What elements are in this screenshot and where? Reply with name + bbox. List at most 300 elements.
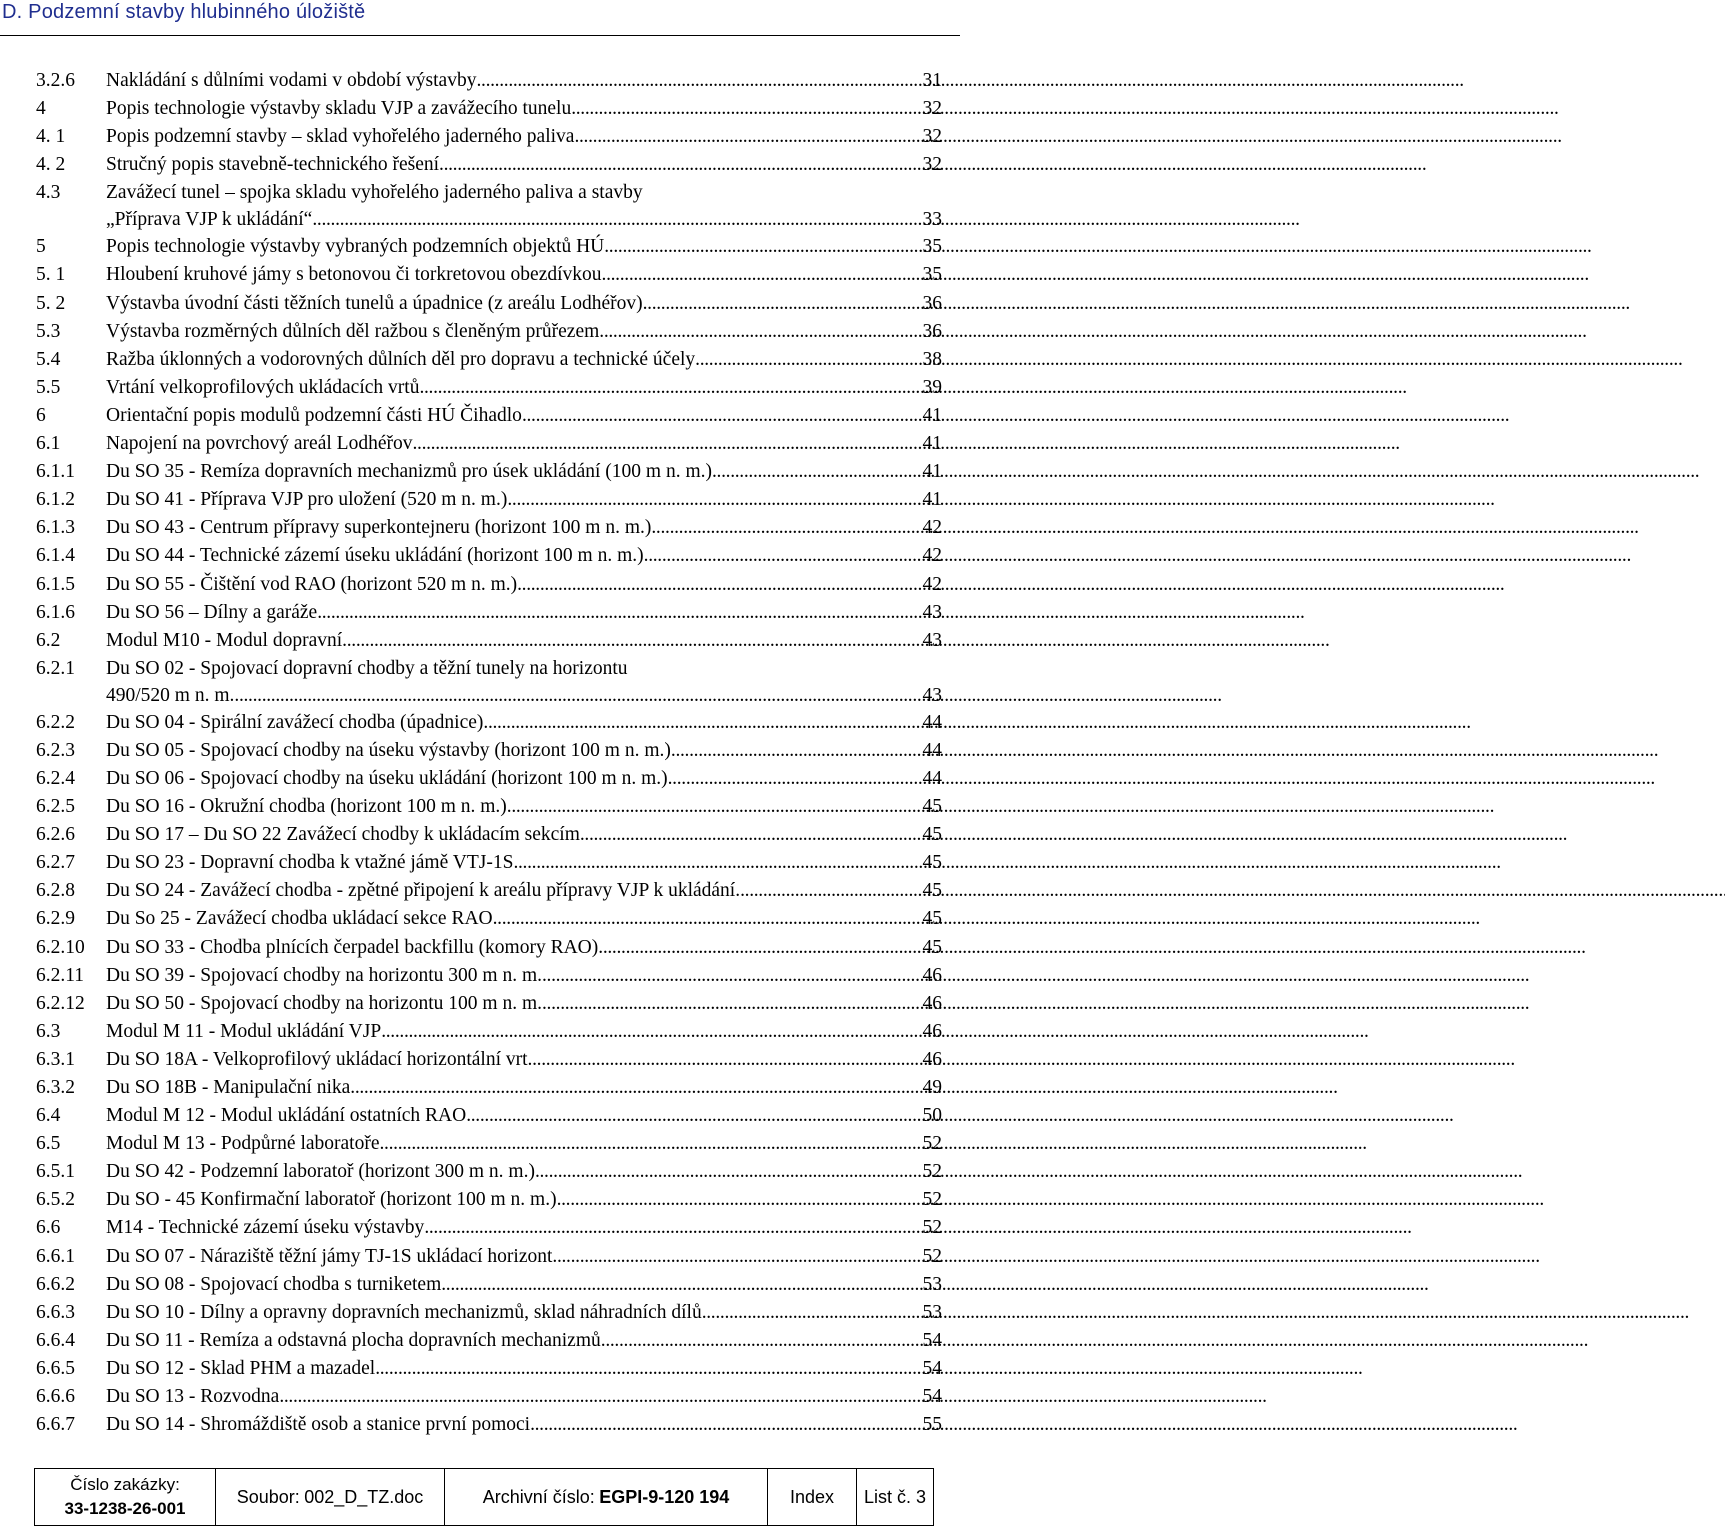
toc-entry-line: [106, 712, 942, 734]
toc-entry-number: 5.4: [36, 348, 61, 370]
toc-leader-dots: [604, 236, 920, 258]
toc-leader-dots: [380, 1133, 921, 1155]
toc-entry-line: [106, 1077, 942, 1099]
toc-entry-number: 5.5: [36, 376, 61, 398]
toc-entry-page: 35: [922, 264, 942, 286]
toc-leader-dots: [342, 630, 920, 652]
toc-entry-page: 43: [922, 601, 942, 623]
toc-entry-page: 44: [922, 767, 942, 789]
toc-entry[interactable]: [36, 1302, 942, 1330]
toc-entry-number: 6.1.5: [36, 573, 75, 595]
toc-entry-page: 41: [922, 489, 942, 511]
toc-entry-title: Orientační popis modulů podzemní části HÚ Čihadlo: [106, 404, 522, 426]
toc-entry-title: Du SO 23 - Dopravní chodba k vtažné jámě VTJ-1S: [106, 852, 514, 874]
toc-entry-title: Du SO 56 – Dílny a garáže: [106, 601, 318, 623]
toc-leader-dots: [350, 1077, 920, 1099]
toc-entry-line: [106, 209, 942, 231]
toc-entry-title: Modul M 11 - Modul ukládání VJP: [106, 1020, 382, 1042]
toc-entry-line: [106, 321, 942, 343]
toc-entry-number: 6.3: [36, 1020, 61, 1042]
page-header: [0, 0, 960, 36]
toc-entry-title: Du SO 43 - Centrum přípravy superkontejneru (horizont 100 m n. m.): [106, 517, 652, 539]
toc-entry-number: 6.4: [36, 1105, 61, 1127]
toc-entry-page: 32: [922, 126, 942, 148]
toc-entry-line: [106, 908, 942, 930]
toc-entry-page: 54: [922, 1357, 942, 1379]
toc-leader-dots: [424, 1217, 920, 1239]
toc-entry-line: [106, 880, 942, 902]
toc-entry-number: 6.6.1: [36, 1245, 75, 1267]
toc-entry-page: 46: [922, 964, 942, 986]
toc-leader-dots: [702, 1302, 921, 1324]
toc-entry[interactable]: [36, 489, 942, 517]
toc-entry[interactable]: [36, 880, 942, 908]
toc-entry-title: Nakládání s důlními vodami v období výstavby: [106, 70, 477, 91]
order-number-value: 33-1238-26-001: [64, 1499, 186, 1518]
toc-leader-dots: [712, 461, 921, 483]
toc-leader-dots: [522, 405, 921, 427]
toc-entry-line: [106, 993, 942, 1015]
toc-entry-page: 45: [922, 852, 942, 874]
toc-entry[interactable]: [36, 574, 942, 602]
toc-entry-number: 6.6.4: [36, 1329, 75, 1351]
toc-entry[interactable]: [36, 1133, 942, 1161]
toc-entry-number: 6.2.11: [36, 964, 85, 986]
toc-entry[interactable]: [36, 264, 942, 292]
toc-entry-line: [106, 349, 942, 371]
toc-entry-line: [106, 1021, 942, 1043]
toc-entry-title: Výstavba rozměrných důlních děl ražbou s členěným průřezem: [106, 320, 600, 342]
toc-entry-number: 6.3.1: [36, 1048, 75, 1070]
file-value: 002_D_TZ.doc: [304, 1486, 424, 1507]
toc-entry-page: 54: [922, 1386, 942, 1408]
toc-entry-page: 42: [922, 545, 942, 567]
toc-leader-dots: [234, 685, 920, 707]
toc-leader-dots: [602, 264, 921, 286]
toc-entry-number: 5. 2: [36, 292, 66, 314]
toc-entry-page: 45: [922, 936, 942, 958]
toc-entry-title: Du SO 14 - Shromáždiště osob a stanice první pomoci: [106, 1414, 531, 1436]
toc-entry-page: 38: [922, 348, 942, 370]
toc-entry-page: 45: [922, 908, 942, 930]
toc-leader-dots: [574, 126, 920, 148]
toc-entry-title: Napojení na povrchový areál Lodhéřov: [106, 433, 413, 455]
toc-entry[interactable]: [36, 1358, 942, 1386]
toc-leader-dots: [375, 1358, 920, 1380]
toc-entry[interactable]: [36, 768, 942, 796]
toc-entry-page: 44: [922, 739, 942, 761]
order-number-cell: [35, 1469, 216, 1525]
toc-entry[interactable]: [36, 602, 942, 630]
toc-entry-title: Modul M 12 - Modul ukládání ostatních RAO: [106, 1105, 467, 1127]
toc-entry-title: Vrtání velkoprofilových ukládacích vrtů: [106, 376, 420, 398]
toc-entry-line: [106, 1105, 942, 1127]
toc-entry[interactable]: [36, 1105, 942, 1133]
toc-entry-page: 36: [922, 292, 942, 314]
toc-entry-page: 52: [922, 1161, 942, 1183]
toc-entry-title: Popis technologie výstavby skladu VJP a zavážecího tunelu: [106, 98, 572, 120]
toc-entry-page: 53: [922, 1301, 942, 1323]
toc-entry[interactable]: [36, 1161, 942, 1189]
toc-entry-line: [106, 545, 942, 567]
toc-entry[interactable]: [36, 545, 942, 573]
toc-leader-dots: [580, 824, 921, 846]
toc-entry[interactable]: [36, 1414, 942, 1442]
toc-leader-dots: [598, 937, 920, 959]
toc-entry-line: [106, 1386, 942, 1408]
toc-leader-dots: [412, 433, 920, 455]
toc-entry-number: 6.1.3: [36, 517, 75, 539]
toc-entry[interactable]: [36, 126, 942, 154]
toc-entry[interactable]: [36, 1021, 942, 1049]
toc-entry-line: [106, 965, 942, 987]
toc-leader-dots: [542, 993, 921, 1015]
table-of-contents: [36, 70, 942, 1442]
toc-leader-dots: [542, 965, 921, 987]
toc-entry-number: 6.6: [36, 1217, 61, 1239]
toc-entry-page: 43: [922, 684, 942, 706]
toc-leader-dots: [535, 1161, 921, 1183]
toc-entry-title: Du SO 17 – Du SO 22 Zavážecí chodby k ukládacím sekcím: [106, 824, 580, 846]
toc-leader-dots: [552, 1246, 920, 1268]
toc-entry-line: [106, 1274, 942, 1296]
toc-leader-dots: [557, 1189, 921, 1211]
toc-entry-title: Du SO 18B - Manipulační nika: [106, 1077, 351, 1098]
toc-entry-line: [106, 937, 942, 959]
file-label: Soubor:: [236, 1486, 300, 1507]
toc-entry-page: 42: [922, 573, 942, 595]
toc-entry[interactable]: [36, 937, 942, 965]
toc-entry[interactable]: [36, 630, 942, 658]
toc-entry[interactable]: [36, 796, 942, 824]
toc-entry-line: [106, 602, 942, 624]
toc-entry[interactable]: [36, 993, 942, 1021]
toc-entry-page: 52: [922, 1245, 942, 1267]
toc-entry-line: [106, 740, 942, 762]
toc-entry-title: Výstavba úvodní části těžních tunelů a úpadnice (z areálu Lodhéřov): [106, 292, 643, 314]
toc-entry[interactable]: [36, 740, 942, 768]
toc-entry[interactable]: [36, 1274, 942, 1302]
toc-entry-page: 39: [922, 376, 942, 398]
toc-entry-page: 53: [922, 1273, 942, 1295]
toc-entry-line: [106, 1217, 942, 1239]
toc-leader-dots: [651, 517, 920, 539]
toc-entry[interactable]: [36, 908, 942, 936]
toc-entry-number: 6.2.10: [36, 936, 85, 958]
index-label: Index: [789, 1486, 835, 1507]
toc-entry-title: Du SO 35 - Remíza dopravních mechanizmů pro úsek ukládání (100 m n. m.): [106, 461, 712, 483]
toc-entry-number: 5.3: [36, 320, 61, 342]
toc-entry[interactable]: [36, 1077, 942, 1105]
toc-leader-dots: [668, 768, 921, 790]
toc-entry-number: 5: [36, 236, 46, 258]
toc-entry-page: 45: [922, 824, 942, 846]
toc-entry-number: 4. 1: [36, 126, 66, 148]
toc-entry-number: 6.5.1: [36, 1161, 75, 1183]
toc-entry-title-line1: Zavážecí tunel – spojka skladu vyhořelého jaderného paliva a stavby: [106, 182, 643, 204]
toc-entry-line: [106, 1414, 942, 1436]
toc-entry-page: 45: [922, 880, 942, 902]
toc-entry[interactable]: [36, 377, 942, 405]
toc-entry-title: 490/520 m n. m.: [106, 684, 235, 706]
toc-entry-line: [106, 1133, 942, 1155]
toc-entry-line: [106, 126, 942, 148]
toc-entry-title: Du SO 24 - Zavážecí chodba - zpětné připojení k areálu přípravy VJP k ukládání.: [106, 880, 741, 902]
toc-entry-number: 6.2.6: [36, 824, 75, 846]
toc-entry-title: Popis podzemní stavby – sklad vyhořelého jaderného paliva: [106, 126, 575, 148]
toc-entry-number: 4.3: [36, 182, 61, 204]
toc-entry-number: 5. 1: [36, 264, 66, 286]
toc-leader-dots: [601, 1330, 921, 1352]
toc-leader-dots: [644, 545, 921, 567]
toc-entry-line: [106, 1189, 942, 1211]
toc-entry-number: 6.2.9: [36, 908, 75, 930]
toc-entry-line: [106, 574, 942, 596]
toc-entry-line: [106, 1246, 942, 1268]
toc-leader-dots: [476, 70, 920, 92]
toc-entry-page: 52: [922, 1133, 942, 1155]
toc-leader-dots: [466, 1105, 920, 1127]
toc-entry-title: Du SO 41 - Příprava VJP pro uložení (520 m n. m.): [106, 489, 508, 511]
toc-entry-number: 6.6.6: [36, 1386, 75, 1408]
toc-entry-title: Du SO 42 - Podzemní laboratoř (horizont 300 m n. m.): [106, 1161, 535, 1183]
toc-entry-title: Du SO 55 - Čištění vod RAO (horizont 520 m n. m.): [106, 573, 518, 595]
toc-entry[interactable]: [36, 236, 942, 264]
toc-entry-page: 52: [922, 1217, 942, 1239]
toc-entry-title: M14 - Technické zázemí úseku výstavby: [106, 1217, 425, 1239]
toc-entry-title-line1: Du SO 02 - Spojovací dopravní chodby a těžní tunely na horizontu: [106, 657, 628, 679]
toc-entry[interactable]: [36, 1330, 942, 1358]
toc-entry-title: Du SO 13 - Rozvodna: [106, 1386, 280, 1408]
toc-entry-line: [106, 293, 942, 315]
toc-leader-dots: [517, 574, 920, 596]
toc-entry-line: [106, 154, 942, 176]
toc-entry-number: 4. 2: [36, 154, 66, 176]
toc-entry-page: 41: [922, 404, 942, 426]
toc-leader-dots: [571, 98, 920, 120]
toc-entry-title: Modul M10 - Modul dopravní: [106, 629, 343, 651]
toc-entry-title: Du SO - 45 Konfirmační laboratoř (horizont 100 m n. m.): [106, 1189, 557, 1211]
toc-entry-page: 42: [922, 517, 942, 539]
toc-entry-title: Du SO 12 - Sklad PHM a mazadel: [106, 1357, 376, 1379]
toc-entry-number: 6.2.1: [36, 657, 75, 679]
index-cell: [768, 1469, 857, 1525]
toc-entry-page: 31: [922, 70, 942, 91]
toc-entry-title: Du SO 05 - Spojovací chodby na úseku výstavby (horizont 100 m n. m.): [106, 739, 671, 761]
toc-entry-number: 6.1: [36, 433, 61, 455]
toc-entry-line: [106, 517, 942, 539]
toc-entry[interactable]: [36, 1246, 942, 1274]
toc-entry-line: [106, 236, 942, 258]
toc-entry-line: [106, 461, 942, 483]
toc-entry-line: [106, 685, 942, 707]
toc-entry-title: Du SO 44 - Technické zázemí úseku ukládání (horizont 100 m n. m.): [106, 545, 644, 567]
toc-entry[interactable]: [36, 349, 942, 377]
toc-entry[interactable]: [36, 658, 942, 712]
toc-entry-page: 35: [922, 236, 942, 258]
toc-leader-dots: [381, 1021, 920, 1043]
toc-entry-title: Du SO 06 - Spojovací chodby na úseku ukládání (horizont 100 m n. m.): [106, 767, 668, 789]
toc-entry-number: 6.2.2: [36, 711, 75, 733]
toc-entry-line: [106, 1358, 942, 1380]
toc-entry-number: 6.2.5: [36, 796, 75, 818]
toc-entry-line: [106, 264, 942, 286]
toc-leader-dots: [643, 293, 921, 315]
toc-entry-title: Du SO 39 - Spojovací chodby na horizontu 300 m n. m.: [106, 964, 542, 986]
toc-entry[interactable]: [36, 293, 942, 321]
toc-entry-page: 44: [922, 711, 942, 733]
toc-entry[interactable]: [36, 1386, 942, 1414]
toc-entry-number: 6.6.7: [36, 1414, 75, 1436]
toc-leader-dots: [483, 712, 920, 734]
toc-entry-number: 6.6.5: [36, 1357, 75, 1379]
toc-entry-title: Ražba úklonných a vodorovných důlních děl pro dopravu a technické účely: [106, 348, 696, 370]
toc-entry-title: Du SO 16 - Okružní chodba (horizont 100 m n. m.): [106, 796, 507, 818]
toc-entry[interactable]: [36, 70, 942, 98]
toc-leader-dots: [671, 740, 921, 762]
toc-leader-dots: [599, 321, 920, 343]
toc-entry-page: 54: [922, 1329, 942, 1351]
toc-entry-title: Du SO 18A - Velkoprofilový ukládací horizontální vrt: [106, 1048, 528, 1070]
toc-entry-number: 3.2.6: [36, 70, 75, 91]
toc-entry-page: 55: [922, 1414, 942, 1436]
toc-entry-title: Du SO 50 - Spojovací chodby na horizontu 100 m n. m.: [106, 992, 542, 1014]
toc-leader-dots: [441, 1274, 920, 1296]
toc-entry-number: 6.5.2: [36, 1189, 75, 1211]
file-cell: [216, 1469, 445, 1525]
toc-entry-title: Du SO 04 - Spirální zavážecí chodba (úpadnice): [106, 711, 484, 733]
toc-entry-title: Popis technologie výstavby vybraných podzemních objektů HÚ: [106, 236, 605, 258]
toc-leader-dots: [507, 489, 920, 511]
sheet-cell: [857, 1469, 933, 1525]
toc-leader-dots: [507, 796, 921, 818]
toc-entry-title: Du SO 33 - Chodba plnících čerpadel backfillu (komory RAO): [106, 936, 599, 958]
toc-entry-page: 33: [922, 209, 942, 231]
toc-entry-line: [106, 1049, 942, 1071]
toc-entry[interactable]: [36, 433, 942, 461]
toc-entry-title: Hloubení kruhové jámy s betonovou či torkretovou obezdívkou: [106, 264, 602, 286]
toc-entry-number: 6.2.7: [36, 852, 75, 874]
toc-entry-title: „Příprava VJP k ukládání“: [106, 209, 313, 231]
toc-entry-number: 6.2.12: [36, 992, 85, 1014]
toc-entry[interactable]: [36, 1189, 942, 1217]
toc-entry-page: 46: [922, 992, 942, 1014]
toc-entry-page: 32: [922, 98, 942, 120]
toc-entry[interactable]: [36, 824, 942, 852]
toc-entry[interactable]: [36, 321, 942, 349]
toc-entry-line: [106, 377, 942, 399]
toc-entry-number: 6.6.2: [36, 1273, 75, 1295]
toc-entry-title: Du SO 11 - Remíza a odstavná plocha dopravních mechanizmů: [106, 1329, 601, 1351]
toc-entry[interactable]: [36, 517, 942, 545]
page-header-title: D. Podzemní stavby hlubinného úložiště: [2, 1, 366, 23]
toc-entry[interactable]: [36, 1217, 942, 1245]
toc-leader-dots: [530, 1414, 920, 1436]
toc-entry-number: 4: [36, 98, 46, 120]
toc-leader-dots: [513, 852, 920, 874]
toc-entry-line: [106, 70, 942, 92]
toc-entry-line: [106, 824, 942, 846]
toc-leader-dots: [493, 908, 921, 930]
toc-entry-page: 45: [922, 796, 942, 818]
toc-entry-title: Stručný popis stavebně-technického řešení: [106, 154, 440, 176]
toc-leader-dots: [695, 349, 920, 371]
footer-table: [34, 1468, 934, 1526]
toc-entry[interactable]: [36, 852, 942, 880]
toc-entry[interactable]: [36, 405, 942, 433]
toc-entry-title: Du SO 10 - Dílny a opravny dopravních mechanizmů, sklad náhradních dílů: [106, 1301, 702, 1323]
toc-entry[interactable]: [36, 98, 942, 126]
toc-entry-number: 6.5: [36, 1133, 61, 1155]
toc-leader-dots: [419, 377, 920, 399]
toc-entry[interactable]: [36, 182, 942, 236]
toc-entry-page: 36: [922, 320, 942, 342]
toc-entry[interactable]: [36, 461, 942, 489]
toc-entry-line: [106, 405, 942, 427]
toc-entry-page: 43: [922, 629, 942, 651]
toc-entry-page: 52: [922, 1189, 942, 1211]
toc-entry[interactable]: [36, 154, 942, 182]
order-number-label: Číslo zakázky:: [70, 1475, 180, 1494]
toc-entry-page: 49: [922, 1077, 942, 1098]
toc-entry-number: 6.2: [36, 629, 61, 651]
toc-entry-line: [106, 796, 942, 818]
toc-leader-dots: [439, 154, 920, 176]
toc-entry[interactable]: [36, 1049, 942, 1077]
toc-entry-number: 6.1.4: [36, 545, 75, 567]
sheet-label: List č. 3: [863, 1486, 927, 1507]
toc-entry-title: Du SO 08 - Spojovací chodba s turniketem: [106, 1273, 442, 1295]
toc-entry-line: [106, 98, 942, 120]
toc-entry-number: 6.2.4: [36, 767, 75, 789]
toc-entry-line: [106, 1330, 942, 1352]
toc-entry-line: [106, 433, 942, 455]
toc-entry-page: 32: [922, 154, 942, 176]
toc-leader-dots: [528, 1049, 921, 1071]
toc-entry-title: Du So 25 - Zavážecí chodba ukládací sekce RAO: [106, 908, 493, 930]
toc-entry-line: [106, 1161, 942, 1183]
toc-entry-number: 6.1.2: [36, 489, 75, 511]
archive-value: EGPI-9-120 194: [599, 1486, 730, 1507]
toc-entry-number: 6.3.2: [36, 1077, 75, 1098]
toc-entry-number: 6.1.1: [36, 461, 75, 483]
toc-entry[interactable]: [36, 965, 942, 993]
toc-entry-page: 41: [922, 461, 942, 483]
toc-entry-line: [106, 852, 942, 874]
archive-label: Archivní číslo:: [482, 1486, 595, 1507]
toc-entry-line: [106, 1302, 942, 1324]
toc-entry-page: 41: [922, 433, 942, 455]
toc-entry-number: 6.1.6: [36, 601, 75, 623]
toc-entry-number: 6.2.3: [36, 739, 75, 761]
toc-leader-dots: [279, 1386, 920, 1408]
toc-leader-dots: [317, 602, 920, 624]
toc-entry-page: 46: [922, 1020, 942, 1042]
toc-entry-line: [106, 630, 942, 652]
toc-entry-number: 6.6.3: [36, 1301, 75, 1323]
toc-entry[interactable]: [36, 712, 942, 740]
toc-entry-title: Du SO 07 - Náraziště těžní jámy TJ-1S ukládací horizont: [106, 1245, 553, 1267]
toc-leader-dots: [740, 880, 920, 902]
toc-entry-line: [106, 768, 942, 790]
toc-entry-number: 6.2.8: [36, 880, 75, 902]
archive-cell: [445, 1469, 768, 1525]
toc-entry-page: 50: [922, 1105, 942, 1127]
toc-entry-line: [106, 489, 942, 511]
toc-leader-dots: [312, 209, 920, 231]
toc-entry-page: 46: [922, 1048, 942, 1070]
toc-entry-number: 6: [36, 404, 46, 426]
